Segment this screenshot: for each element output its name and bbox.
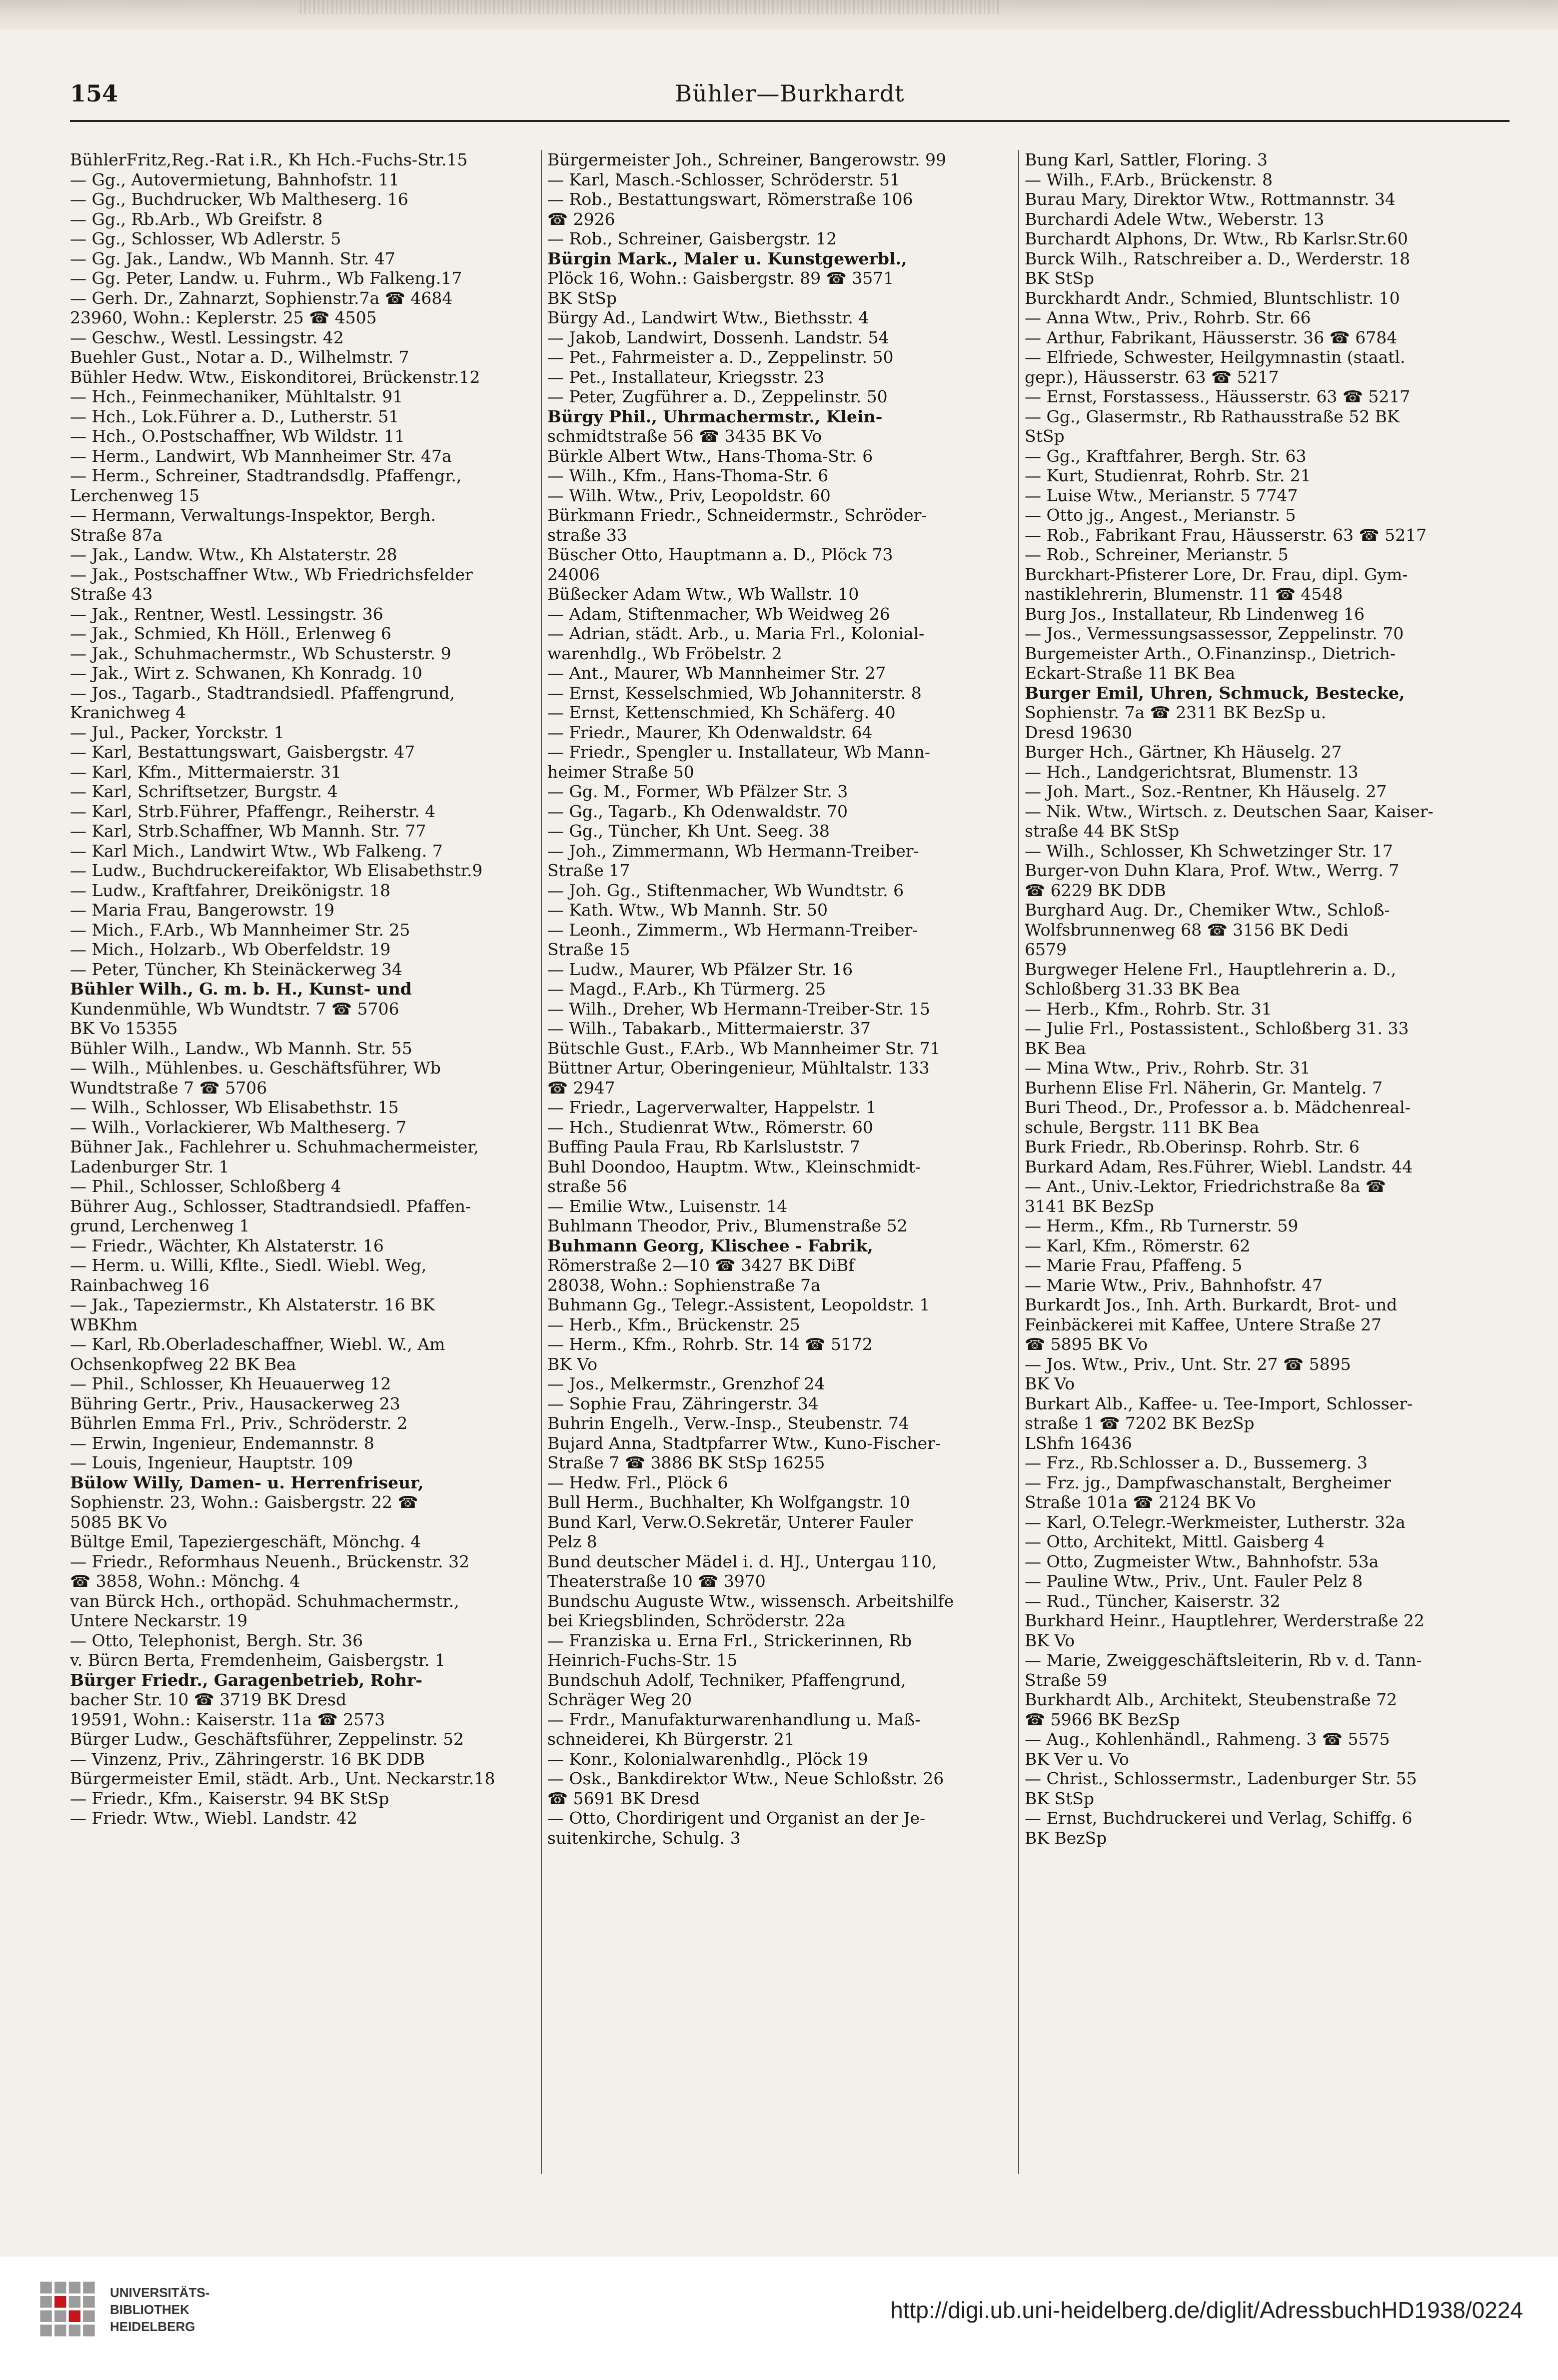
directory-entry: — Peter, Tüncher, Kh Steinäckerweg 34: [70, 959, 403, 979]
directory-entry: — Friedr., Kfm., Kaiserstr. 94 BK StSp: [70, 1788, 389, 1808]
header-rule: [70, 120, 1510, 122]
directory-entry: Straße 15: [547, 940, 630, 959]
directory-entry: — Sophie Frau, Zähringerstr. 34: [547, 1393, 819, 1413]
directory-entry: Buehler Gust., Notar a. D., Wilhelmstr. 7: [70, 347, 409, 367]
directory-entry: — Phil., Schlosser, Schloßberg 4: [70, 1177, 341, 1196]
directory-entry: — Jak., Wirt z. Schwanen, Kh Konradg. 10: [70, 663, 422, 683]
directory-entry: — Karl, O.Telegr.-Werkmeister, Lutherstr. 32a: [1025, 1512, 1406, 1532]
directory-entry: straße 1 ☎ 7202 BK BezSp: [1025, 1413, 1255, 1433]
directory-entry: Burgweger Helene Frl., Hauptlehrerin a. D.,: [1025, 959, 1397, 979]
directory-entry: — Joh. Mart., Soz.-Rentner, Kh Häuselg. 27: [1025, 782, 1387, 801]
directory-entry: Buhl Doondoo, Hauptm. Wtw., Kleinschmidt-: [547, 1157, 921, 1177]
directory-entry: Bürgermeister Joh., Schreiner, Bangerowstr. 99: [547, 150, 947, 169]
directory-entry: Sophienstr. 23, Wohn.: Gaisbergstr. 22 ☎: [70, 1492, 418, 1512]
directory-entry: — Karl, Bestattungswart, Gaisbergstr. 47: [70, 742, 415, 762]
directory-entry: — Karl, Rb.Oberladeschaffner, Wiebl. W., Am: [70, 1334, 445, 1354]
directory-entry: — Ant., Maurer, Wb Mannheimer Str. 27: [547, 663, 886, 683]
directory-entry: — Erwin, Ingenieur, Endemannstr. 8: [70, 1433, 374, 1453]
directory-entry: Buffing Paula Frau, Rb Karlsluststr. 7: [547, 1137, 860, 1157]
directory-entry: — Gg. Jak., Landw., Wb Mannh. Str. 47: [70, 248, 395, 268]
directory-entry: Büttner Artur, Oberingenieur, Mühltalstr. 133: [547, 1058, 930, 1078]
directory-entry: — Hch., O.Postschaffner, Wb Wildstr. 11: [70, 426, 405, 446]
directory-entry: Burkard Adam, Res.Führer, Wiebl. Landstr. 44: [1025, 1157, 1413, 1177]
directory-entry: Burkhard Heinr., Hauptlehrer, Werderstraße 22: [1025, 1611, 1425, 1630]
directory-entry: — Hch., Feinmechaniker, Mühltalstr. 91: [70, 387, 403, 406]
directory-entry: Bürger Friedr., Garagenbetrieb, Rohr-: [70, 1670, 423, 1690]
directory-entry: LShfn 16436: [1025, 1433, 1132, 1453]
directory-entry: — Karl, Masch.-Schlosser, Schröderstr. 51: [547, 169, 900, 189]
column-1: [70, 150, 540, 2209]
directory-entry: — Konr., Kolonialwarenhdlg., Plöck 19: [547, 1749, 868, 1769]
directory-entry: Eckart-Straße 11 BK Bea: [1025, 663, 1236, 683]
directory-entry: — Gerh. Dr., Zahnarzt, Sophienstr.7a ☎ 4684: [70, 288, 453, 308]
directory-entry: nastiklehrerin, Blumenstr. 11 ☎ 4548: [1025, 584, 1343, 604]
directory-entry: — Jak., Landw. Wtw., Kh Alstaterstr. 28: [70, 545, 397, 564]
directory-entry: — Rob., Fabrikant Frau, Häusserstr. 63 ☎ 5217: [1025, 525, 1427, 545]
directory-entry: schneiderei, Kh Bürgerstr. 21: [547, 1729, 795, 1749]
directory-entry: WBKhm: [70, 1314, 138, 1334]
directory-entry: — Adam, Stiftenmacher, Wb Weidweg 26: [547, 604, 890, 624]
directory-entry: Bühring Gertr., Priv., Hausackerweg 23: [70, 1393, 400, 1413]
directory-entry: — Adrian, städt. Arb., u. Maria Frl., Kolonial-: [547, 624, 925, 643]
directory-entry: — Wilh., Schlosser, Wb Elisabethstr. 15: [70, 1098, 399, 1117]
directory-entry: Burger Hch., Gärtner, Kh Häuselg. 27: [1025, 742, 1342, 762]
directory-entry: warenhdlg., Wb Fröbelstr. 2: [547, 643, 782, 663]
directory-entry: — Julie Frl., Postassistent., Schloßberg 31. 33: [1025, 1019, 1409, 1038]
directory-entry: schule, Bergstr. 111 BK Bea: [1025, 1117, 1260, 1137]
directory-entry: Burkart Alb., Kaffee- u. Tee-Import, Schlosser-: [1025, 1393, 1413, 1413]
directory-entry: BK StSp: [1025, 268, 1094, 288]
directory-entry: 5085 BK Vo: [70, 1512, 167, 1532]
directory-entry: — Elfriede, Schwester, Heilgymnastin (staatl.: [1025, 347, 1406, 367]
directory-entry: Burhenn Elise Frl. Näherin, Gr. Mantelg. 7: [1025, 1078, 1383, 1098]
directory-entry: — Pauline Wtw., Priv., Unt. Fauler Pelz 8: [1025, 1571, 1363, 1591]
directory-entry: — Wilh., Vorlackierer, Wb Maltheserg. 7: [70, 1117, 407, 1137]
directory-entry: BK Vo: [547, 1354, 598, 1374]
directory-entry: Römerstraße 2—10 ☎ 3427 BK DiBf: [547, 1255, 855, 1275]
directory-entry: ☎ 5895 BK Vo: [1025, 1334, 1148, 1354]
directory-entry: — Herb., Kfm., Brückenstr. 25: [547, 1314, 800, 1334]
library-name: [110, 2284, 209, 2335]
directory-entry: Büscher Otto, Hauptmann a. D., Plöck 73: [547, 545, 893, 564]
directory-entry: Bürgin Mark., Maler u. Kunstgewerbl.,: [547, 248, 907, 268]
directory-entry: suitenkirche, Schulg. 3: [547, 1828, 741, 1848]
directory-entry: — Kurt, Studienrat, Rohrb. Str. 21: [1025, 466, 1311, 485]
directory-entry: — Wilh., Kfm., Hans-Thoma-Str. 6: [547, 466, 829, 485]
directory-entry: — Ernst, Kettenschmied, Kh Schäferg. 40: [547, 703, 896, 722]
directory-entry: — Karl, Strb.Führer, Pfaffengr., Reiherstr. 4: [70, 801, 436, 821]
column-divider: [541, 150, 542, 2174]
directory-entry: Büßecker Adam Wtw., Wb Wallstr. 10: [547, 584, 859, 604]
directory-entry: — Jak., Tapeziermstr., Kh Alstaterstr. 16 BK: [70, 1295, 435, 1314]
directory-entry: — Pet., Fahrmeister a. D., Zeppelinstr. 50: [547, 347, 894, 367]
directory-entry: Burger-von Duhn Klara, Prof. Wtw., Werrg. 7: [1025, 861, 1400, 880]
directory-entry: Bürger Ludw., Geschäftsführer, Zeppelinstr. 52: [70, 1729, 464, 1749]
directory-entry: Bundschuh Adolf, Techniker, Pfaffengrund,: [547, 1670, 906, 1690]
directory-entry: — Gg., Schlosser, Wb Adlerstr. 5: [70, 229, 341, 248]
directory-entry: Buhrin Engelh., Verw.-Insp., Steubenstr. 74: [547, 1413, 909, 1433]
directory-entry: — Herm., Schreiner, Stadtrandsdlg. Pfaffengr.,: [70, 466, 462, 485]
directory-entry: Buhmann Gg., Telegr.-Assistent, Leopoldstr. 1: [547, 1295, 930, 1314]
directory-entry: ☎ 5691 BK Dresd: [547, 1788, 700, 1808]
directory-entry: ☎ 6229 BK DDB: [1025, 880, 1166, 900]
directory-entry: Rainbachweg 16: [70, 1275, 210, 1295]
directory-entry: — Karl, Schriftsetzer, Burgstr. 4: [70, 782, 338, 801]
library-logo-icon[interactable]: [35, 2277, 100, 2342]
directory-entry: — Karl, Kfm., Mittermaierstr. 31: [70, 762, 342, 782]
directory-entry: Kundenmühle, Wb Wundtstr. 7 ☎ 5706: [70, 999, 399, 1019]
directory-entry: — Mich., Holzarb., Wb Oberfeldstr. 19: [70, 940, 391, 959]
directory-entry: — Wilh., Dreher, Wb Hermann-Treiber-Str. 15: [547, 999, 930, 1019]
directory-entry: — Gg., Glasermstr., Rb Rathausstraße 52 BK: [1025, 406, 1400, 426]
directory-entry: — Hermann, Verwaltungs-Inspektor, Bergh.: [70, 505, 436, 525]
directory-entry: — Hch., Landgerichtsrat, Blumenstr. 13: [1025, 762, 1359, 782]
directory-entry: — Hedw. Frl., Plöck 6: [547, 1472, 728, 1492]
directory-entry: Sophienstr. 7a ☎ 2311 BK BezSp u.: [1025, 703, 1327, 722]
directory-entry: Bund Karl, Verw.O.Sekretär, Unterer Fauler: [547, 1512, 913, 1532]
directory-entry: — Herm. u. Willi, Kflte., Siedl. Wiebl. Weg,: [70, 1255, 427, 1275]
directory-entry: — Luise Wtw., Merianstr. 5 7747: [1025, 485, 1298, 505]
directory-entry: Burchardi Adele Wtw., Weberstr. 13: [1025, 209, 1325, 229]
directory-entry: — Herb., Kfm., Rohrb. Str. 31: [1025, 999, 1272, 1019]
directory-entry: van Bürck Hch., orthopäd. Schuhmachermstr.,: [70, 1591, 459, 1611]
directory-entry: Burger Emil, Uhren, Schmuck, Bestecke,: [1025, 683, 1405, 703]
directory-entry: Wundtstraße 7 ☎ 5706: [70, 1078, 267, 1098]
directory-entry: BK BezSp: [1025, 1828, 1107, 1848]
directory-entry: — Gg., Autovermietung, Bahnhofstr. 11: [70, 169, 399, 189]
column-2: [547, 150, 1017, 2209]
directory-entry: Buhmann Georg, Klischee - Fabrik,: [547, 1235, 873, 1255]
directory-entry: — Herm., Kfm., Rb Turnerstr. 59: [1025, 1216, 1299, 1235]
directory-entry: — Joh. Gg., Stiftenmacher, Wb Wundtstr. 6: [547, 880, 904, 900]
directory-entry: BK Ver u. Vo: [1025, 1749, 1129, 1769]
directory-entry: — Friedr. Wtw., Wiebl. Landstr. 42: [70, 1808, 357, 1828]
directory-entry: — Wilh. Wtw., Priv, Leopoldstr. 60: [547, 485, 831, 505]
directory-entry: — Vinzenz, Priv., Zähringerstr. 16 BK DDB: [70, 1749, 425, 1769]
column-divider: [1018, 150, 1019, 2174]
directory-entry: — Magd., F.Arb., Kh Türmerg. 25: [547, 979, 826, 999]
directory-entry: — Anna Wtw., Priv., Rohrb. Str. 66: [1025, 308, 1311, 327]
directory-entry: — Jos., Tagarb., Stadtrandsiedl. Pfaffengrund,: [70, 683, 455, 703]
directory-entry: Buri Theod., Dr., Professor a. b. Mädchenreal-: [1025, 1098, 1411, 1117]
directory-entry: — Herm., Kfm., Rohrb. Str. 14 ☎ 5172: [547, 1334, 873, 1354]
directory-entry: Lerchenweg 15: [70, 485, 200, 505]
directory-entry: — Friedr., Maurer, Kh Odenwaldstr. 64: [547, 722, 873, 742]
directory-entry: BK Vo: [1025, 1374, 1075, 1393]
column-3: [1025, 150, 1495, 2209]
directory-entry: grund, Lerchenweg 1: [70, 1216, 250, 1235]
page-header: [70, 80, 1510, 115]
directory-entry: Straße 7 ☎ 3886 BK StSp 16255: [547, 1453, 825, 1472]
directory-entry: — Osk., Bankdirektor Wtw., Neue Schloßstr. 26: [547, 1769, 944, 1788]
directory-entry: Schräger Weg 20: [547, 1690, 692, 1709]
directory-entry: — Jos. Wtw., Priv., Unt. Str. 27 ☎ 5895: [1025, 1354, 1351, 1374]
directory-entry: Burghard Aug. Dr., Chemiker Wtw., Schloß-: [1025, 900, 1390, 920]
directory-entry: — Otto jg., Angest., Merianstr. 5: [1025, 505, 1296, 525]
directory-entry: — Wilh., Mühlenbes. u. Geschäftsführer, Wb: [70, 1058, 441, 1078]
directory-entry: schmidtstraße 56 ☎ 3435 BK Vo: [547, 426, 822, 446]
directory-entry: — Otto, Chordirigent und Organist an der Je-: [547, 1808, 926, 1828]
directory-entry: Burckhart-Pfisterer Lore, Dr. Frau, dipl. Gym-: [1025, 564, 1408, 584]
directory-entry: — Jak., Postschaffner Wtw., Wb Friedrichsfelder: [70, 564, 473, 584]
directory-entry: BK Bea: [1025, 1038, 1086, 1058]
directory-entry: — Phil., Schlosser, Kh Heuauerweg 12: [70, 1374, 391, 1393]
directory-entry: — Otto, Architekt, Mittl. Gaisberg 4: [1025, 1532, 1325, 1551]
directory-entry: Bürkle Albert Wtw., Hans-Thoma-Str. 6: [547, 446, 873, 466]
directory-entry: — Emilie Wtw., Luisenstr. 14: [547, 1196, 788, 1216]
directory-entry: Burk Friedr., Rb.Oberinsp. Rohrb. Str. 6: [1025, 1137, 1360, 1157]
directory-entry: Bühler Hedw. Wtw., Eiskonditorei, Brückenstr.12: [70, 367, 480, 387]
directory-entry: Bührer Aug., Schlosser, Stadtrandsiedl. Pfaffen-: [70, 1196, 471, 1216]
directory-entry: — Wilh., Schlosser, Kh Schwetzinger Str. 17: [1025, 841, 1393, 861]
directory-entry: heimer Straße 50: [547, 762, 694, 782]
directory-entry: — Marie Wtw., Priv., Bahnhofstr. 47: [1025, 1275, 1323, 1295]
directory-entry: — Ludw., Kraftfahrer, Dreikönigstr. 18: [70, 880, 391, 900]
directory-entry: Burau Mary, Direktor Wtw., Rottmannstr. 34: [1025, 189, 1396, 209]
directory-entry: — Arthur, Fabrikant, Häusserstr. 36 ☎ 6784: [1025, 327, 1398, 347]
directory-entry: BK StSp: [547, 288, 617, 308]
directory-entry: Theaterstraße 10 ☎ 3970: [547, 1571, 766, 1591]
directory-entry: — Jak., Schmied, Kh Höll., Erlenweg 6: [70, 624, 391, 643]
directory-entry: — Mina Wtw., Priv., Rohrb. Str. 31: [1025, 1058, 1311, 1078]
directory-entry: — Herm., Landwirt, Wb Mannheimer Str. 47a: [70, 446, 452, 466]
directory-entry: — Louis, Ingenieur, Hauptstr. 109: [70, 1453, 353, 1472]
directory-entry: Bujard Anna, Stadtpfarrer Wtw., Kuno-Fischer-: [547, 1433, 941, 1453]
directory-entry: — Wilh., Tabakarb., Mittermaierstr. 37: [547, 1019, 871, 1038]
directory-entry: straße 56: [547, 1177, 627, 1196]
directory-entry: Burg Jos., Installateur, Rb Lindenweg 16: [1025, 604, 1365, 624]
directory-entry: bei Kriegsblinden, Schröderstr. 22a: [547, 1611, 846, 1630]
directory-entry: — Frz. jg., Dampfwaschanstalt, Bergheimer: [1025, 1472, 1391, 1492]
directory-entry: Dresd 19630: [1025, 722, 1133, 742]
directory-entry: Untere Neckarstr. 19: [70, 1611, 248, 1630]
directory-entry: — Marie Frau, Pfaffeng. 5: [1025, 1255, 1243, 1275]
directory-entry: v. Bürcn Berta, Fremdenheim, Gaisbergstr. 1: [70, 1650, 446, 1670]
directory-entry: — Karl Mich., Landwirt Wtw., Wb Falkeng. 7: [70, 841, 443, 861]
directory-entry: — Geschw., Westl. Lessingstr. 42: [70, 327, 344, 347]
directory-entry: — Otto, Zugmeister Wtw., Bahnhofstr. 53a: [1025, 1551, 1379, 1571]
directory-entry: bacher Str. 10 ☎ 3719 BK Dresd: [70, 1690, 347, 1709]
directory-entry: Bülow Willy, Damen- u. Herrenfriseur,: [70, 1472, 424, 1492]
directory-entry: Burkhardt Alb., Architekt, Steubenstraße 72: [1025, 1690, 1398, 1709]
directory-entry: — Mich., F.Arb., Wb Mannheimer Str. 25: [70, 920, 410, 940]
directory-entry: — Gg. M., Former, Wb Pfälzer Str. 3: [547, 782, 848, 801]
directory-entry: ☎ 5966 BK BezSp: [1025, 1709, 1180, 1729]
directory-entry: — Joh., Zimmermann, Wb Hermann-Treiber-: [547, 841, 919, 861]
directory-entry: BühlerFritz,Reg.-Rat i.R., Kh Hch.-Fuchs-Str.15: [70, 150, 468, 169]
directory-entry: — Ludw., Buchdruckereifaktor, Wb Elisabethstr.9: [70, 861, 483, 880]
directory-entry: Burchardt Alphons, Dr. Wtw., Rb Karlsr.Str.60: [1025, 229, 1408, 248]
directory-entry: — Gg., Rb.Arb., Wb Greifstr. 8: [70, 209, 323, 229]
directory-entry: Bull Herm., Buchhalter, Kh Wolfgangstr. 10: [547, 1492, 910, 1512]
scan-edge: [0, 0, 1558, 30]
directory-entry: Straße 43: [70, 584, 153, 604]
library-name-line: HEIDELBERG: [110, 2319, 195, 2334]
directory-entry: — Jakob, Landwirt, Dossenh. Landstr. 54: [547, 327, 889, 347]
directory-entry: — Hch., Lok.Führer a. D., Lutherstr. 51: [70, 406, 399, 426]
directory-entry: — Marie, Zweiggeschäftsleiterin, Rb v. d. Tann-: [1025, 1650, 1422, 1670]
directory-entry: — Nik. Wtw., Wirtsch. z. Deutschen Saar, Kaiser-: [1025, 801, 1434, 821]
directory-entry: — Christ., Schlossermstr., Ladenburger Str. 55: [1025, 1769, 1417, 1788]
directory-entry: Straße 17: [547, 861, 630, 880]
directory-entry: — Leonh., Zimmerm., Wb Hermann-Treiber-: [547, 920, 918, 940]
directory-entry: — Friedr., Lagerverwalter, Happelstr. 1: [547, 1098, 877, 1117]
directory-entry: ☎ 2926: [547, 209, 615, 229]
directory-entry: Ochsenkopfweg 22 BK Bea: [70, 1354, 296, 1374]
directory-entry: — Gg. Peter, Landw. u. Fuhrm., Wb Falkeng.17: [70, 268, 462, 288]
directory-entry: Bührlen Emma Frl., Priv., Schröderstr. 2: [70, 1413, 408, 1433]
directory-entry: ☎ 2947: [547, 1078, 615, 1098]
directory-entry: Kranichweg 4: [70, 703, 186, 722]
directory-entry: BK Vo: [1025, 1630, 1075, 1650]
directory-entry: — Jak., Schuhmachermstr., Wb Schusterstr. 9: [70, 643, 451, 663]
directory-entry: — Wilh., F.Arb., Brückenstr. 8: [1025, 169, 1273, 189]
directory-entry: Bütschle Gust., F.Arb., Wb Mannheimer Str. 71: [547, 1038, 941, 1058]
directory-entry: — Rud., Tüncher, Kaiserstr. 32: [1025, 1591, 1281, 1611]
directory-entry: — Jul., Packer, Yorckstr. 1: [70, 722, 284, 742]
directory-entry: — Karl, Kfm., Römerstr. 62: [1025, 1235, 1251, 1255]
directory-entry: Straße 87a: [70, 525, 163, 545]
directory-entry: Wolfsbrunnenweg 68 ☎ 3156 BK Dedi: [1025, 920, 1349, 940]
directory-entry: — Rob., Bestattungswart, Römerstraße 106: [547, 189, 913, 209]
directory-entry: gepr.), Häusserstr. 63 ☎ 5217: [1025, 367, 1279, 387]
directory-entry: — Gg., Tüncher, Kh Unt. Seeg. 38: [547, 821, 830, 841]
directory-entry: 6579: [1025, 940, 1067, 959]
directory-entry: — Gg., Tagarb., Kh Odenwaldstr. 70: [547, 801, 848, 821]
directory-entry: Bühler Wilh., G. m. b. H., Kunst- und: [70, 979, 412, 999]
directory-entry: Bund deutscher Mädel i. d. HJ., Untergau 110,: [547, 1551, 937, 1571]
page-title: Bühler—Burkhardt: [675, 80, 905, 107]
directory-entry: Plöck 16, Wohn.: Gaisbergstr. 89 ☎ 3571: [547, 268, 894, 288]
directory-entry: Burgemeister Arth., O.Finanzinsp., Dietrich-: [1025, 643, 1396, 663]
directory-entry: — Jos., Melkermstr., Grenzhof 24: [547, 1374, 825, 1393]
directory-entry: — Jos., Vermessungsassessor, Zeppelinstr. 70: [1025, 624, 1404, 643]
directory-entry: — Aug., Kohlenhändl., Rahmeng. 3 ☎ 5575: [1025, 1729, 1390, 1749]
directory-entry: — Rob., Schreiner, Merianstr. 5: [1025, 545, 1289, 564]
source-url-link[interactable]: http://digi.ub.uni-heidelberg.de/diglit/AdressbuchHD1938/0224: [890, 2297, 1523, 2323]
footer-bar: [0, 2257, 1558, 2380]
directory-entry: Buhlmann Theodor, Priv., Blumenstraße 52: [547, 1216, 908, 1235]
directory-entry: Heinrich-Fuchs-Str. 15: [547, 1650, 738, 1670]
directory-entry: — Friedr., Reformhaus Neuenh., Brückenstr. 32: [70, 1551, 470, 1571]
directory-entry: — Friedr., Wächter, Kh Alstaterstr. 16: [70, 1235, 384, 1255]
directory-entry: 19591, Wohn.: Kaiserstr. 11a ☎ 2573: [70, 1709, 385, 1729]
directory-entry: — Frdr., Manufakturwarenhandlung u. Maß-: [547, 1709, 921, 1729]
directory-entry: — Franziska u. Erna Frl., Strickerinnen, Rb: [547, 1630, 912, 1650]
directory-entry: Feinbäckerei mit Kaffee, Untere Straße 27: [1025, 1314, 1382, 1334]
directory-entry: — Hch., Studienrat Wtw., Römerstr. 60: [547, 1117, 873, 1137]
directory-entry: straße 44 BK StSp: [1025, 821, 1180, 841]
directory-entry: 28038, Wohn.: Sophienstraße 7a: [547, 1275, 821, 1295]
directory-entry: — Kath. Wtw., Wb Mannh. Str. 50: [547, 900, 828, 920]
directory-entry: — Jak., Rentner, Westl. Lessingstr. 36: [70, 604, 383, 624]
library-name-line: UNIVERSITÄTS-: [110, 2285, 210, 2300]
directory-entry: Burckhardt Andr., Schmied, Bluntschlistr. 10: [1025, 288, 1400, 308]
directory-entry: ☎ 3858, Wohn.: Mönchg. 4: [70, 1571, 300, 1591]
directory-entry: Bühler Wilh., Landw., Wb Mannh. Str. 55: [70, 1038, 412, 1058]
directory-entry: Burkardt Jos., Inh. Arth. Burkardt, Brot- und: [1025, 1295, 1398, 1314]
directory-entry: Bültge Emil, Tapeziergeschäft, Mönchg. 4: [70, 1532, 421, 1551]
directory-entry: Ladenburger Str. 1: [70, 1157, 229, 1177]
directory-entry: Bürgy Ad., Landwirt Wtw., Biethsstr. 4: [547, 308, 869, 327]
directory-entry: Burck Wilh., Ratschreiber a. D., Werderstr. 18: [1025, 248, 1411, 268]
directory-entry: Pelz 8: [547, 1532, 597, 1551]
library-name-line: BIBLIOTHEK: [110, 2302, 189, 2317]
page-number: 154: [70, 80, 118, 107]
directory-entry: — Ernst, Buchdruckerei und Verlag, Schiffg. 6: [1025, 1808, 1413, 1828]
directory-entry: — Ernst, Forstassess., Häusserstr. 63 ☎ 5217: [1025, 387, 1411, 406]
directory-entry: Bürgy Phil., Uhrmachermstr., Klein-: [547, 406, 883, 426]
directory-entry: — Rob., Schreiner, Gaisbergstr. 12: [547, 229, 837, 248]
directory-entry: — Maria Frau, Bangerowstr. 19: [70, 900, 335, 920]
directory-entry: BK StSp: [1025, 1788, 1094, 1808]
directory-entry: Straße 101a ☎ 2124 BK Vo: [1025, 1492, 1256, 1512]
directory-entry: — Peter, Zugführer a. D., Zeppelinstr. 50: [547, 387, 888, 406]
directory-entry: Bühner Jak., Fachlehrer u. Schuhmachermeister,: [70, 1137, 479, 1157]
directory-entry: 24006: [547, 564, 600, 584]
directory-entry: Straße 59: [1025, 1670, 1108, 1690]
directory-entry: Bundschu Auguste Wtw., wissensch. Arbeitshilfe: [547, 1591, 954, 1611]
directory-entry: — Ludw., Maurer, Wb Pfälzer Str. 16: [547, 959, 853, 979]
directory-entry: — Gg., Kraftfahrer, Bergh. Str. 63: [1025, 446, 1307, 466]
directory-entry: — Otto, Telephonist, Bergh. Str. 36: [70, 1630, 363, 1650]
directory-entry: — Gg., Buchdrucker, Wb Maltheserg. 16: [70, 189, 408, 209]
directory-entry: — Karl, Strb.Schaffner, Wb Mannh. Str. 77: [70, 821, 426, 841]
directory-entry: — Pet., Installateur, Kriegsstr. 23: [547, 367, 825, 387]
directory-entry: — Friedr., Spengler u. Installateur, Wb Mann-: [547, 742, 930, 762]
directory-entry: — Ernst, Kesselschmied, Wb Johanniterstr. 8: [547, 683, 922, 703]
directory-entry: 3141 BK BezSp: [1025, 1196, 1154, 1216]
directory-entry: BK Vo 15355: [70, 1019, 178, 1038]
directory-entry: StSp: [1025, 426, 1065, 446]
directory-entry: — Frz., Rb.Schlosser a. D., Bussemerg. 3: [1025, 1453, 1368, 1472]
directory-entry: — Ant., Univ.-Lektor, Friedrichstraße 8a ☎: [1025, 1177, 1386, 1196]
directory-entry: Bürgermeister Emil, städt. Arb., Unt. Neckarstr.18: [70, 1769, 495, 1788]
directory-entry: straße 33: [547, 525, 627, 545]
directory-entry: Bürkmann Friedr., Schneidermstr., Schröder-: [547, 505, 927, 525]
directory-entry: Bung Karl, Sattler, Floring. 3: [1025, 150, 1268, 169]
directory-entry: 23960, Wohn.: Keplerstr. 25 ☎ 4505: [70, 308, 377, 327]
directory-entry: Schloßberg 31.33 BK Bea: [1025, 979, 1240, 999]
